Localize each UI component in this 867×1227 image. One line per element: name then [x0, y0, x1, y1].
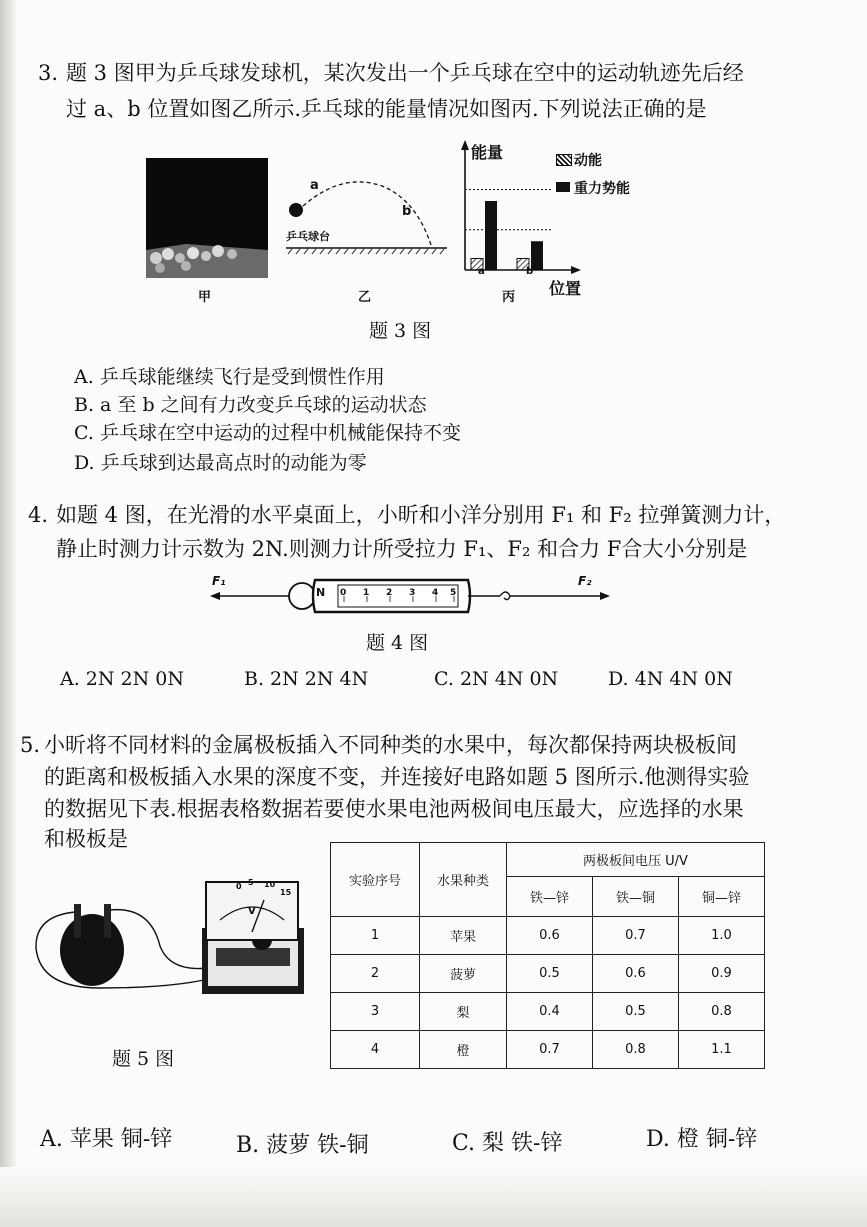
q3-option-c[interactable]: C. 乒乓球在空中运动的过程中机械能保持不变: [74, 422, 461, 444]
q3-option-a[interactable]: A. 乒乓球能继续飞行是受到惯性作用: [74, 366, 385, 388]
scale-tick-5: 5: [450, 588, 457, 598]
meter-tick-10: 10: [264, 880, 276, 889]
cell-voltage: 0.7: [507, 1031, 593, 1069]
cell-fruit: 梨: [420, 993, 507, 1031]
potential-bar-a: [485, 201, 497, 270]
q3-option-b[interactable]: B. a 至 b 之间有力改变乒乓球的运动状态: [74, 394, 427, 416]
table-row: [331, 993, 765, 1031]
scan-bottom-shadow: [0, 1167, 867, 1227]
energy-axis-label: 能量: [471, 143, 504, 162]
q5-figure-caption: 题 5 图: [112, 1048, 175, 1070]
meter-tick-15: 15: [280, 888, 292, 897]
cell-seq: 2: [331, 955, 420, 993]
meter-tick-5: 5: [248, 878, 254, 887]
point-a-label: a: [310, 178, 319, 193]
q4-option-c[interactable]: C. 2N 4N 0N: [434, 668, 559, 690]
q5-option-d[interactable]: D. 橙 铜-锌: [646, 1127, 758, 1152]
meter-tick-0: 0: [236, 882, 242, 891]
cell-voltage: 1.1: [679, 1031, 765, 1069]
cell-fruit: 苹果: [420, 917, 507, 955]
cell-fruit: 菠萝: [420, 955, 507, 993]
cell-seq: 3: [331, 993, 420, 1031]
scale-tick-4: 4: [432, 588, 439, 598]
scale-tick-0: 0: [340, 588, 347, 598]
scale-unit: N: [316, 586, 326, 599]
cell-voltage: 1.0: [679, 917, 765, 955]
voltage-data-table: [330, 842, 765, 1069]
header-fe-zn: 铁—锌: [507, 877, 593, 917]
header-voltage: 两极板间电压 U/V: [507, 843, 765, 877]
scale-tick-3: 3: [409, 588, 416, 598]
q5-number: 5.: [20, 733, 41, 757]
cell-voltage: 0.5: [593, 993, 679, 1031]
scale-tick-2: 2: [386, 588, 393, 598]
cell-voltage: 0.7: [593, 917, 679, 955]
q3-option-d[interactable]: D. 乒乓球到达最高点时的动能为零: [74, 452, 367, 474]
q4-option-a[interactable]: A. 2N 2N 0N: [60, 668, 185, 690]
q3-stem-line2: 过 a、b 位置如图乙所示.乒乓球的能量情况如图丙.下列说法正确的是: [66, 97, 707, 121]
scale-tick-1: 1: [363, 588, 370, 598]
legend-potential-label: 重力势能: [574, 181, 630, 197]
q5-option-b[interactable]: B. 菠萝 铁-铜: [236, 1133, 369, 1158]
cell-fruit: 橙: [420, 1031, 507, 1069]
point-b-label: b: [402, 204, 412, 219]
q4-stem-line2: 静止时测力计示数为 2N.则测力计所受拉力 F₁、F₂ 和合力 F合大小分别是: [56, 537, 748, 561]
cell-voltage: 0.6: [593, 955, 679, 993]
q5-option-a[interactable]: A. 苹果 铜-锌: [40, 1127, 173, 1152]
cell-voltage: 0.6: [507, 917, 593, 955]
cell-seq: 1: [331, 917, 420, 955]
bar-category-b: b: [526, 266, 534, 277]
cell-voltage: 0.5: [507, 955, 593, 993]
legend-kinetic-swatch: [556, 154, 572, 166]
q3-number: 3.: [38, 61, 59, 85]
cell-voltage: 0.9: [679, 955, 765, 993]
q4-figure-caption: 题 4 图: [366, 632, 429, 654]
bar-category-a: a: [478, 266, 485, 277]
q5-stem-line3: 的数据见下表.根据表格数据若要使水果电池两极间电压最大，应选择的水果: [44, 797, 744, 821]
fig-jia-label: 甲: [198, 290, 212, 305]
cell-seq: 4: [331, 1031, 420, 1069]
position-axis-label: 位置: [549, 279, 582, 298]
q4-option-b[interactable]: B. 2N 2N 4N: [244, 668, 369, 690]
fig-bing-label: 丙: [502, 290, 516, 305]
q3-figure-caption: 题 3 图: [369, 320, 432, 342]
q4-stem-line1: 如题 4 图，在光滑的水平桌面上，小昕和小洋分别用 F₁ 和 F₂ 拉弹簧测力计，: [56, 503, 786, 527]
legend-kinetic-label: 动能: [574, 153, 602, 169]
table-label: 乒乓球台: [286, 230, 330, 243]
fig-yi-label: 乙: [358, 290, 372, 305]
q5-option-c[interactable]: C. 梨 铁-锌: [452, 1131, 563, 1156]
ball-launcher-photo: [146, 158, 268, 278]
fruit-battery-circuit: [30, 876, 310, 998]
q5-stem-line1: 小昕将不同材料的金属极板插入不同种类的水果中，每次都保持两块极板间: [44, 733, 737, 757]
scan-edge-shadow: [0, 0, 18, 1227]
force-f1-label: F₁: [212, 574, 226, 588]
header-cu-zn: 铜—锌: [679, 877, 765, 917]
y-axis-arrow: [461, 140, 469, 150]
q4-option-d[interactable]: D. 4N 4N 0N: [608, 668, 733, 690]
cell-voltage: 0.8: [593, 1031, 679, 1069]
meter-unit: V: [248, 906, 256, 917]
table-row: [331, 955, 765, 993]
header-fe-cu: 铁—铜: [593, 877, 679, 917]
q5-stem-line4: 和极板是: [44, 827, 128, 851]
table-row: [331, 917, 765, 955]
cell-voltage: 0.4: [507, 993, 593, 1031]
cell-voltage: 0.8: [679, 993, 765, 1031]
header-seq: 实验序号: [331, 843, 420, 917]
trajectory-diagram: [282, 168, 447, 268]
q3-stem-line1: 题 3 图甲为乒乓球发球机，某次发出一个乒乓球在空中的运动轨迹先后经: [66, 61, 744, 85]
q4-number: 4.: [28, 503, 49, 527]
header-fruit: 水果种类: [420, 843, 507, 917]
force-f2-label: F₂: [578, 574, 592, 588]
legend-potential-swatch: [556, 182, 570, 192]
table-row: [331, 1031, 765, 1069]
x-axis-arrow: [571, 266, 581, 274]
q5-stem-line2: 的距离和极板插入水果的深度不变，并连接好电路如题 5 图所示.他测得实验: [44, 765, 750, 789]
